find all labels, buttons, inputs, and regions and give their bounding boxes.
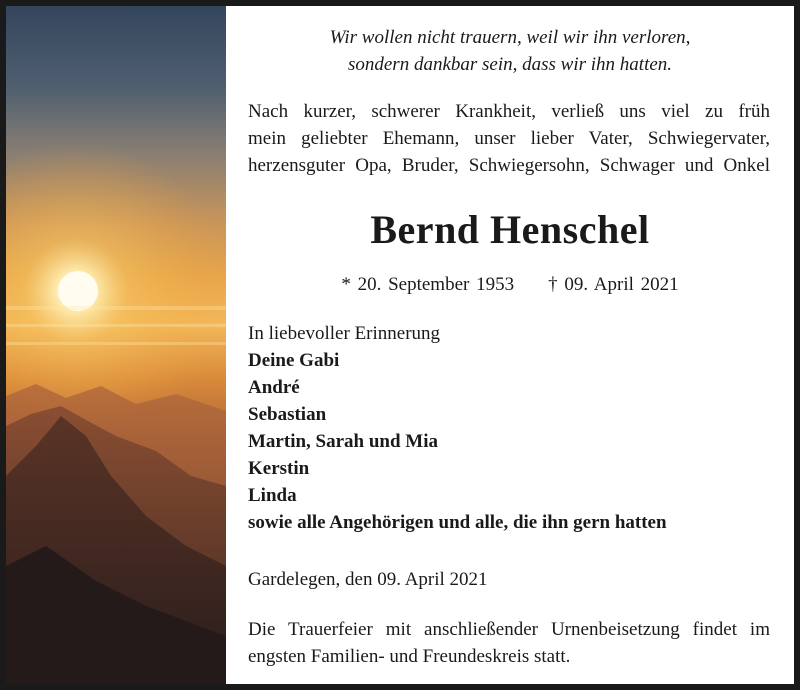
quote-line: sondern dankbar sein, dass wir ihn hatten. [347, 54, 673, 75]
death-date: † 09. April 2021 [548, 274, 679, 295]
mourner-name: Martin, Sarah und Mia [248, 431, 439, 452]
birth-date: * 20. September 1953 [341, 274, 515, 295]
place-and-date: Gardelegen, den 09. April 2021 [248, 569, 488, 590]
mourner-name: André [248, 377, 300, 398]
ceremony-line: Die Trauerfeier mit anschließender Urnenbeisetzung findet im [248, 619, 770, 640]
announcement-line: Nach kurzer, schwerer Krankheit, verließ uns viel zu früh [248, 101, 770, 122]
mourner-name: Linda [248, 485, 297, 506]
mourner-name: Sebastian [248, 404, 327, 425]
sunset-mountains-image [6, 6, 226, 684]
quote-line: Wir wollen nicht trauern, weil wir ihn verloren, [329, 27, 691, 48]
mourners-lead: In liebevoller Erinnerung [248, 323, 441, 344]
memorial-quote [226, 24, 794, 78]
announcement-text [248, 98, 770, 179]
deceased-name: Bernd Henschel [370, 207, 650, 252]
mourner-name: Deine Gabi [248, 350, 340, 371]
mourner-name: sowie alle Angehörigen und alle, die ihn gern hatten [248, 512, 667, 533]
announcement-line: herzensguter Opa, Bruder, Schwiegersohn, Schwager und Onkel [248, 155, 770, 176]
mourners-list [248, 320, 667, 536]
announcement-line: mein geliebter Ehemann, unser lieber Vater, Schwiegervater, [248, 128, 770, 149]
mourner-name: Kerstin [248, 458, 310, 479]
life-dates [226, 272, 794, 298]
ceremony-info [248, 616, 770, 670]
ceremony-line: engsten Familien- und Freundeskreis statt. [248, 646, 571, 667]
notice-text-panel [226, 6, 794, 684]
